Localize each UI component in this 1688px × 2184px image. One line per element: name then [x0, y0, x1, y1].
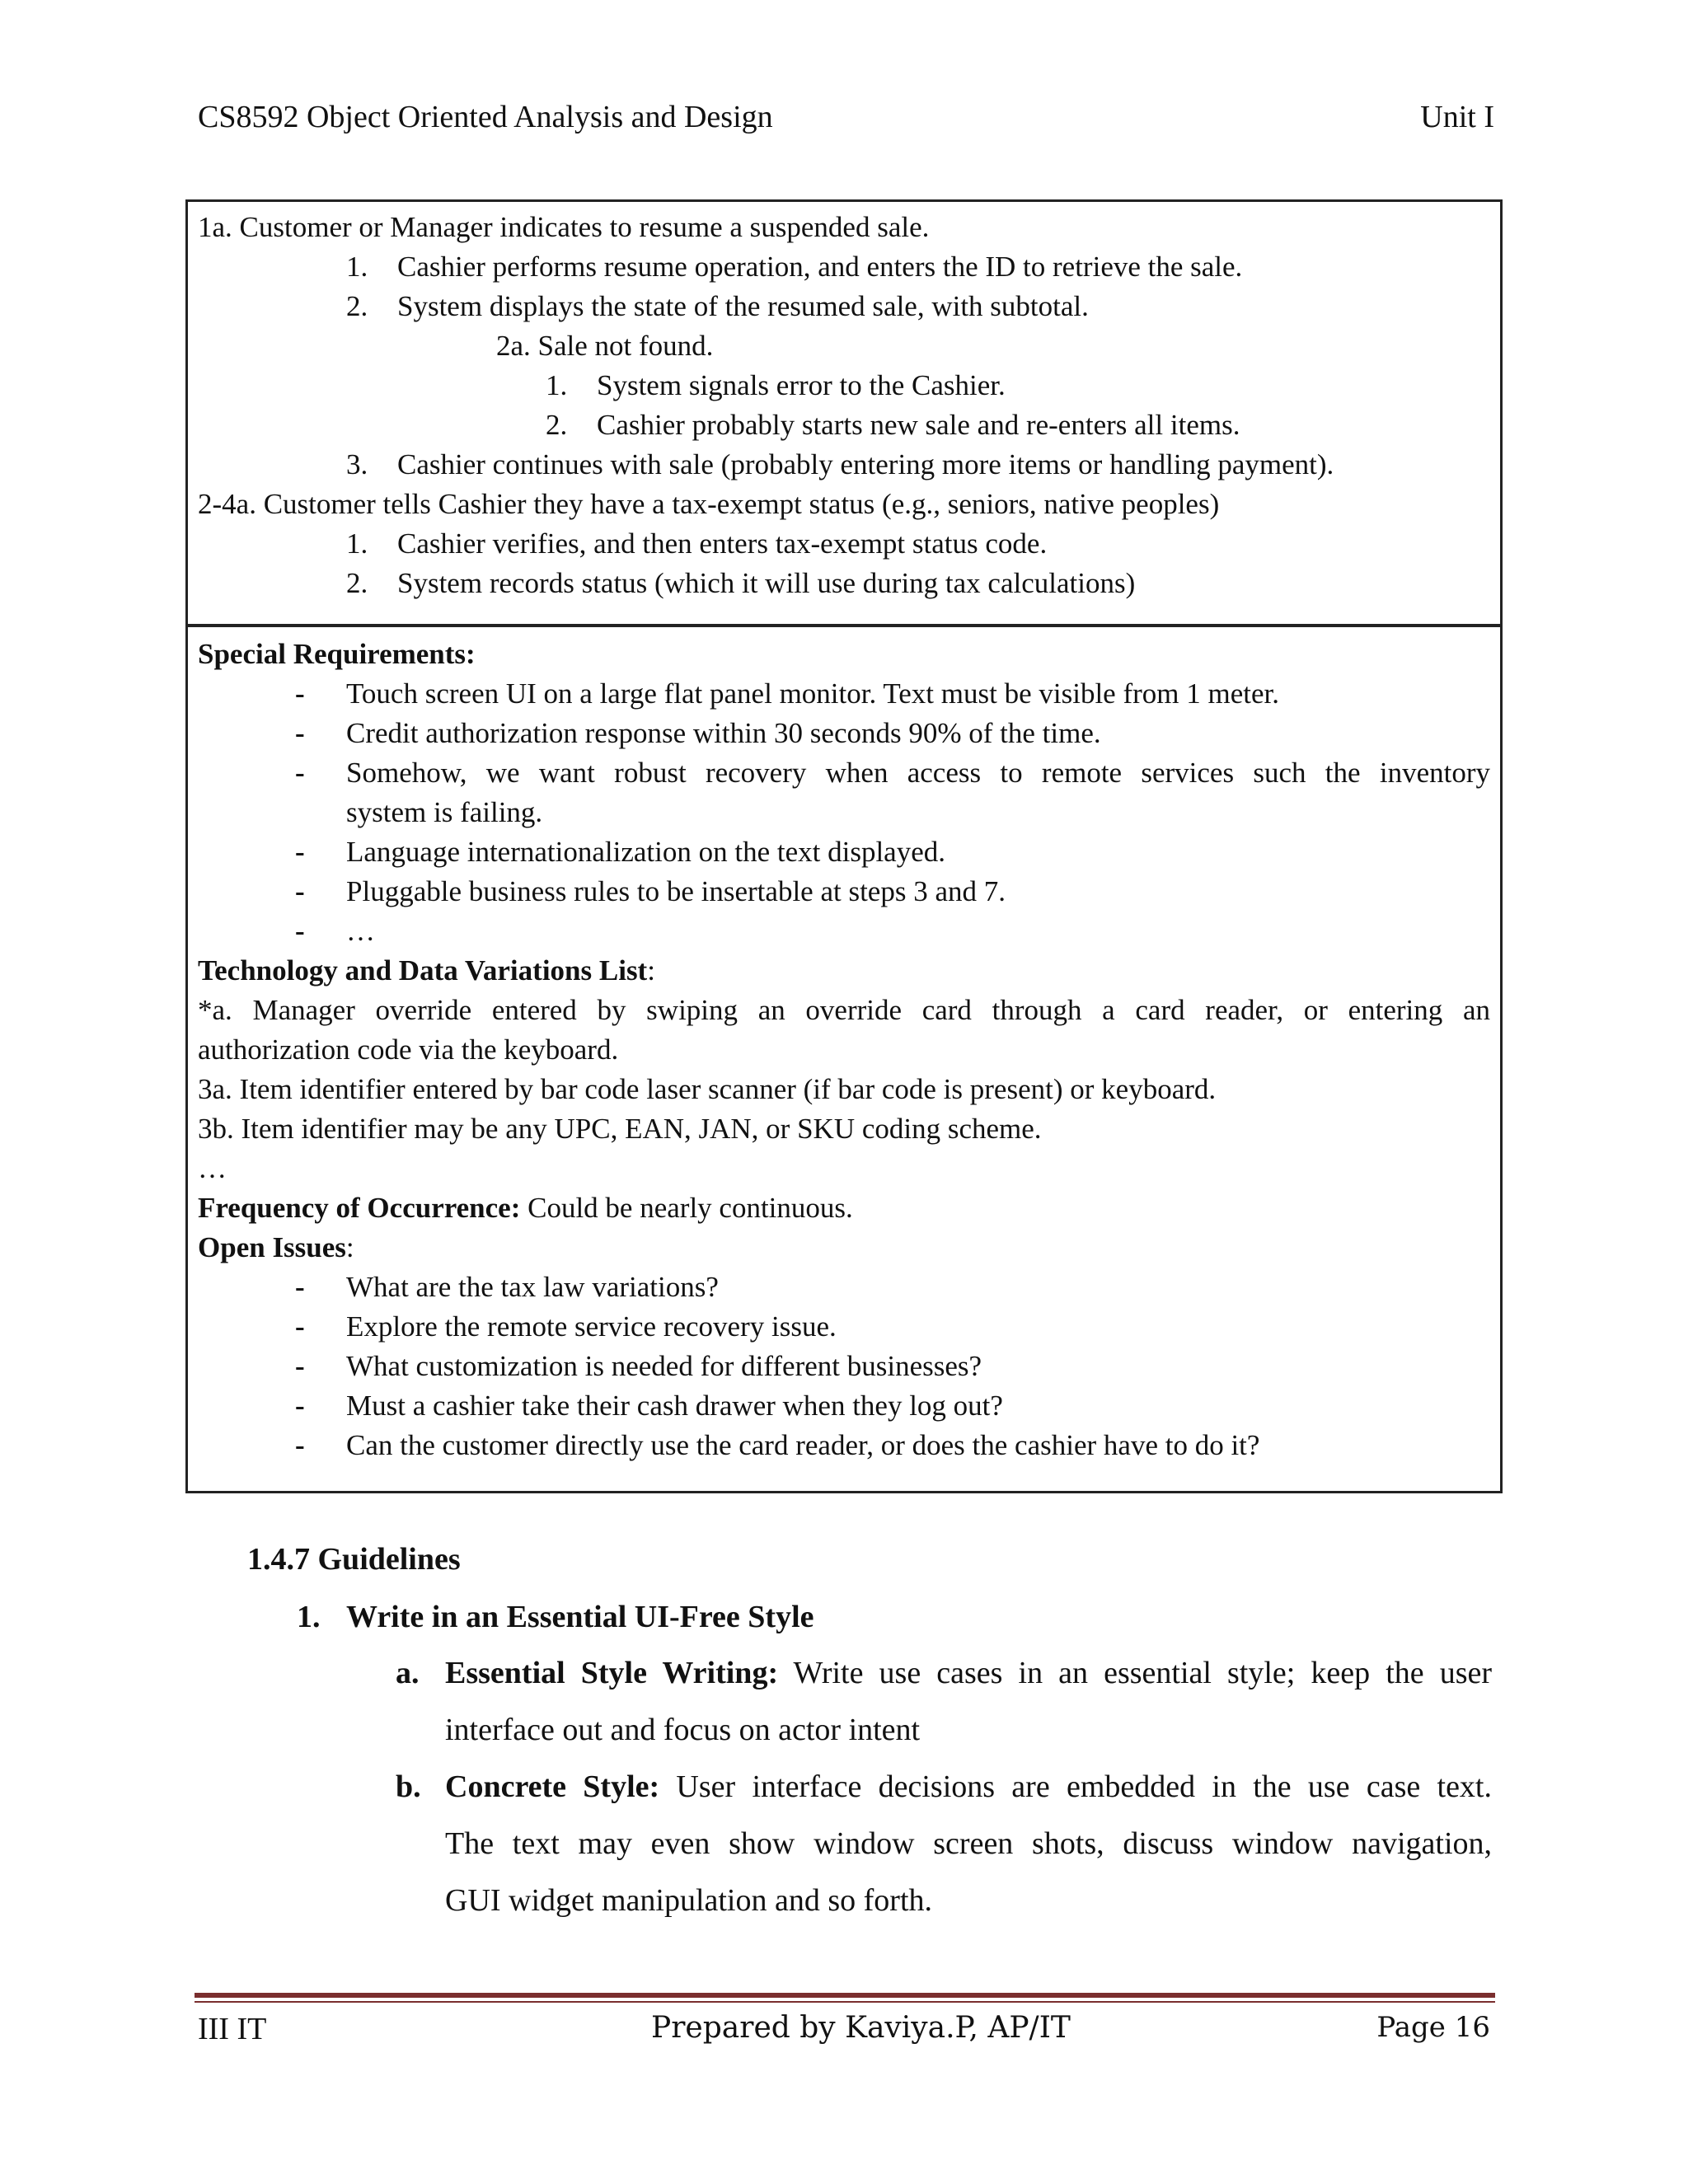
- technology-variations-heading: [198, 951, 655, 991]
- list-item: Credit authorization response within 30 seconds 90% of the time.: [346, 717, 1101, 749]
- tech-line: …: [198, 1152, 227, 1184]
- list-number: 1.: [346, 527, 368, 560]
- list-item: …: [346, 915, 375, 947]
- essential-style-line-2: interface out and focus on actor intent: [445, 1713, 921, 1747]
- flow-1a: 1a. Customer or Manager indicates to resume a suspended sale.: [198, 211, 930, 243]
- list-letter: b.: [396, 1769, 421, 1804]
- frequency-of-occurrence: [198, 1188, 853, 1228]
- bullet-dash: -: [295, 757, 305, 789]
- definition: Write use cases in an essential style; keep the user: [778, 1656, 1492, 1690]
- bullet-dash: -: [295, 677, 305, 710]
- footer-page-number: Page 16: [1376, 2011, 1490, 2044]
- term: Essential Style Writing:: [445, 1656, 779, 1690]
- list-item-continuation: system is failing.: [346, 796, 543, 828]
- list-number: 1.: [297, 1600, 321, 1634]
- list-item: Can the customer directly use the card reader, or does the cashier have to do it?: [346, 1429, 1260, 1461]
- heading-text: Open Issues: [198, 1231, 346, 1263]
- list-item: What customization is needed for different businesses?: [346, 1350, 982, 1382]
- section-heading: 1.4.7 Guidelines: [247, 1542, 461, 1577]
- list-number: 2.: [346, 290, 368, 322]
- list-item: Must a cashier take their cash drawer when they log out?: [346, 1390, 1003, 1422]
- footer-rule: [195, 1993, 1495, 1998]
- header-course-title: CS8592 Object Oriented Analysis and Design: [198, 100, 773, 134]
- list-item: Pluggable business rules to be insertable at steps 3 and 7.: [346, 875, 1006, 907]
- list-item: What are the tax law variations?: [346, 1271, 719, 1303]
- list-item: Explore the remote service recovery issue.: [346, 1310, 837, 1343]
- frequency-value: Could be nearly continuous.: [520, 1192, 853, 1224]
- flow-2a: 2a. Sale not found.: [496, 330, 714, 362]
- heading-text: Technology and Data Variations List: [198, 954, 648, 987]
- concrete-style-line-3: GUI widget manipulation and so forth.: [445, 1883, 933, 1918]
- list-letter: a.: [396, 1656, 420, 1690]
- list-item: System signals error to the Cashier.: [597, 369, 1006, 401]
- tech-line: authorization code via the keyboard.: [198, 1033, 619, 1066]
- header-unit: Unit I: [1420, 100, 1494, 134]
- list-number: 1.: [546, 369, 568, 401]
- concrete-style-line-2: The text may even show window screen shots, discuss window navigation,: [445, 1826, 1492, 1861]
- list-item: Cashier continues with sale (probably entering more items or handling payment).: [397, 448, 1334, 480]
- bullet-dash: -: [295, 1271, 305, 1303]
- list-item: Cashier performs resume operation, and enters the ID to retrieve the sale.: [397, 251, 1243, 283]
- tech-line: 3b. Item identifier may be any UPC, EAN, JAN, or SKU coding scheme.: [198, 1113, 1042, 1145]
- list-item: Somehow, we want robust recovery when access to remote services such the inventory: [346, 757, 1490, 789]
- footer-rule-thin: [195, 2001, 1495, 2003]
- bullet-dash: -: [295, 717, 305, 749]
- term: Concrete Style:: [445, 1769, 660, 1804]
- list-item: System records status (which it will use during tax calculations): [397, 567, 1136, 599]
- bullet-dash: -: [295, 1310, 305, 1343]
- definition: User interface decisions are embedded in the use case text.: [659, 1769, 1492, 1804]
- list-item: Cashier verifies, and then enters tax-exempt status code.: [397, 527, 1048, 560]
- list-number: 2.: [346, 567, 368, 599]
- bullet-dash: -: [295, 1390, 305, 1422]
- list-item: Cashier probably starts new sale and re-enters all items.: [597, 409, 1240, 441]
- list-item: Language internationalization on the text displayed.: [346, 836, 945, 868]
- open-issues-heading: [198, 1228, 354, 1268]
- essential-style-line: [445, 1653, 1492, 1693]
- bullet-dash: -: [295, 836, 305, 868]
- heading-text: Frequency of Occurrence:: [198, 1192, 521, 1224]
- flow-2-4a: 2-4a. Customer tells Cashier they have a tax-exempt status (e.g., seniors, native peoples): [198, 488, 1220, 520]
- bullet-dash: -: [295, 915, 305, 947]
- list-item: Touch screen UI on a large flat panel monitor. Text must be visible from 1 meter.: [346, 677, 1279, 710]
- tech-line: 3a. Item identifier entered by bar code laser scanner (if bar code is present) or keyboard.: [198, 1073, 1217, 1105]
- list-number: 2.: [546, 409, 568, 441]
- heading-colon: :: [647, 954, 655, 987]
- bullet-dash: -: [295, 1429, 305, 1461]
- heading-colon: :: [345, 1231, 354, 1263]
- concrete-style-line: [445, 1767, 1492, 1807]
- list-number: 3.: [346, 448, 368, 480]
- footer-class: III IT: [198, 2012, 267, 2046]
- footer-prepared-by: Prepared by Kaviya.P, AP/IT: [651, 2011, 1071, 2045]
- bullet-dash: -: [295, 875, 305, 907]
- list-number: 1.: [346, 251, 368, 283]
- bullet-dash: -: [295, 1350, 305, 1382]
- special-requirements-heading: Special Requirements:: [198, 638, 476, 670]
- tech-line: *a. Manager override entered by swiping an override card through a card reader, or entering an: [198, 994, 1490, 1026]
- guideline-title: Write in an Essential UI-Free Style: [346, 1600, 814, 1634]
- list-item: System displays the state of the resumed sale, with subtotal.: [397, 290, 1089, 322]
